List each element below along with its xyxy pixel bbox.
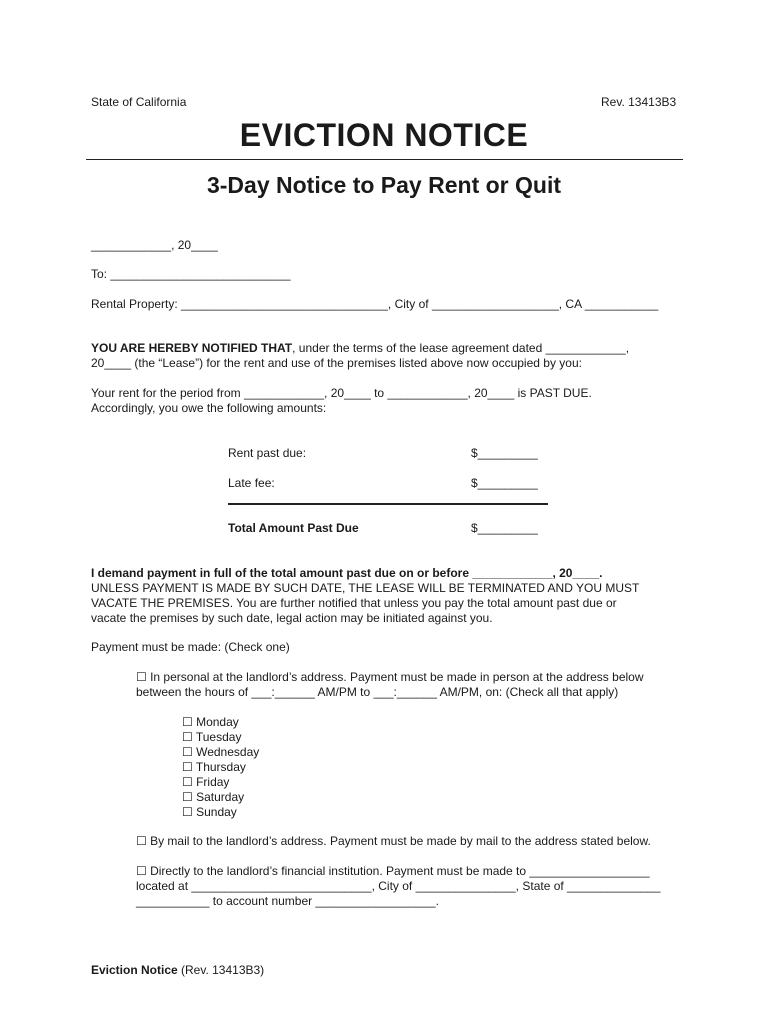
day-checkbox-monday[interactable]: ☐ Monday [182,715,239,729]
payment-option-bank[interactable]: ☐ Directly to the landlord’s financial institution. Payment must be made to __________________ [136,864,650,878]
footer [91,963,264,978]
notified-line-1 [91,341,629,356]
day-checkbox-tuesday[interactable]: ☐ Tuesday [182,730,242,744]
state-label: State of California [91,95,187,109]
day-checkbox-saturday[interactable]: ☐ Saturday [182,790,245,804]
recipient-field: To: ___________________________ [91,267,291,281]
day-checkbox-thursday[interactable]: ☐ Thursday [182,760,246,774]
payment-option-in-person[interactable]: ☐ In personal at the landlord’s address. Payment must be made in person at the address below [136,670,644,684]
notified-lead: YOU ARE HEREBY NOTIFIED THAT [91,341,293,355]
late-fee-label: Late fee: [228,476,275,490]
notified-line-2: 20____ (the “Lease”) for the rent and use of the premises listed above now occupied by you: [91,356,582,370]
payment-bank-account: ___________ to account number __________________. [136,894,439,908]
rent-past-due-value: $_________ [471,446,538,460]
payment-bank-location: located at ___________________________, City of _______________, State of ______________ [136,879,661,893]
rent-period-line-2: Accordingly, you owe the following amounts: [91,401,327,415]
total-label: Total Amount Past Due [228,521,359,535]
payment-heading: Payment must be made: (Check one) [91,640,290,654]
total-value: $_________ [471,521,538,535]
date-field: ____________, 20____ [91,238,218,252]
demand-statement: I demand payment in full of the total amount past due on or before ____________, 20____. [91,566,603,580]
rent-past-due-label: Rent past due: [228,446,307,460]
title-divider [86,159,683,160]
notified-rest: , under the terms of the lease agreement dated ____________, [292,341,630,355]
page-subtitle: 3-Day Notice to Pay Rent or Quit [206,172,561,198]
day-checkbox-wednesday[interactable]: ☐ Wednesday [182,745,260,759]
demand-line-4: vacate the premises by such date, legal action may be initiated against you. [91,611,493,625]
rental-property-field: Rental Property: _______________________________, City of ___________________, CA ___________ [91,297,659,311]
total-divider [228,503,548,505]
revision-label: Rev. 13413B3 [601,95,677,109]
footer-revision: (Rev. 13413B3) [177,963,265,977]
page-title: EVICTION NOTICE [239,117,529,153]
rent-period-line-1: Your rent for the period from ____________, 20____ to ____________, 20____ is PAST DUE. [91,386,592,400]
day-checkbox-friday[interactable]: ☐ Friday [182,775,230,789]
late-fee-value: $_________ [471,476,538,490]
payment-in-person-hours: between the hours of ___:______ AM/PM to ___:______ AM/PM, on: (Check all that apply) [136,685,619,699]
footer-title: Eviction Notice [91,963,178,977]
payment-option-mail[interactable]: ☐ By mail to the landlord’s address. Payment must be made by mail to the address stated below. [136,834,651,848]
demand-line-3: VACATE THE PREMISES. You are further notified that unless you pay the total amount past due or [91,596,617,610]
demand-line-2: UNLESS PAYMENT IS MADE BY SUCH DATE, THE LEASE WILL BE TERMINATED AND YOU MUST [91,581,640,595]
day-checkbox-sunday[interactable]: ☐ Sunday [182,805,237,819]
